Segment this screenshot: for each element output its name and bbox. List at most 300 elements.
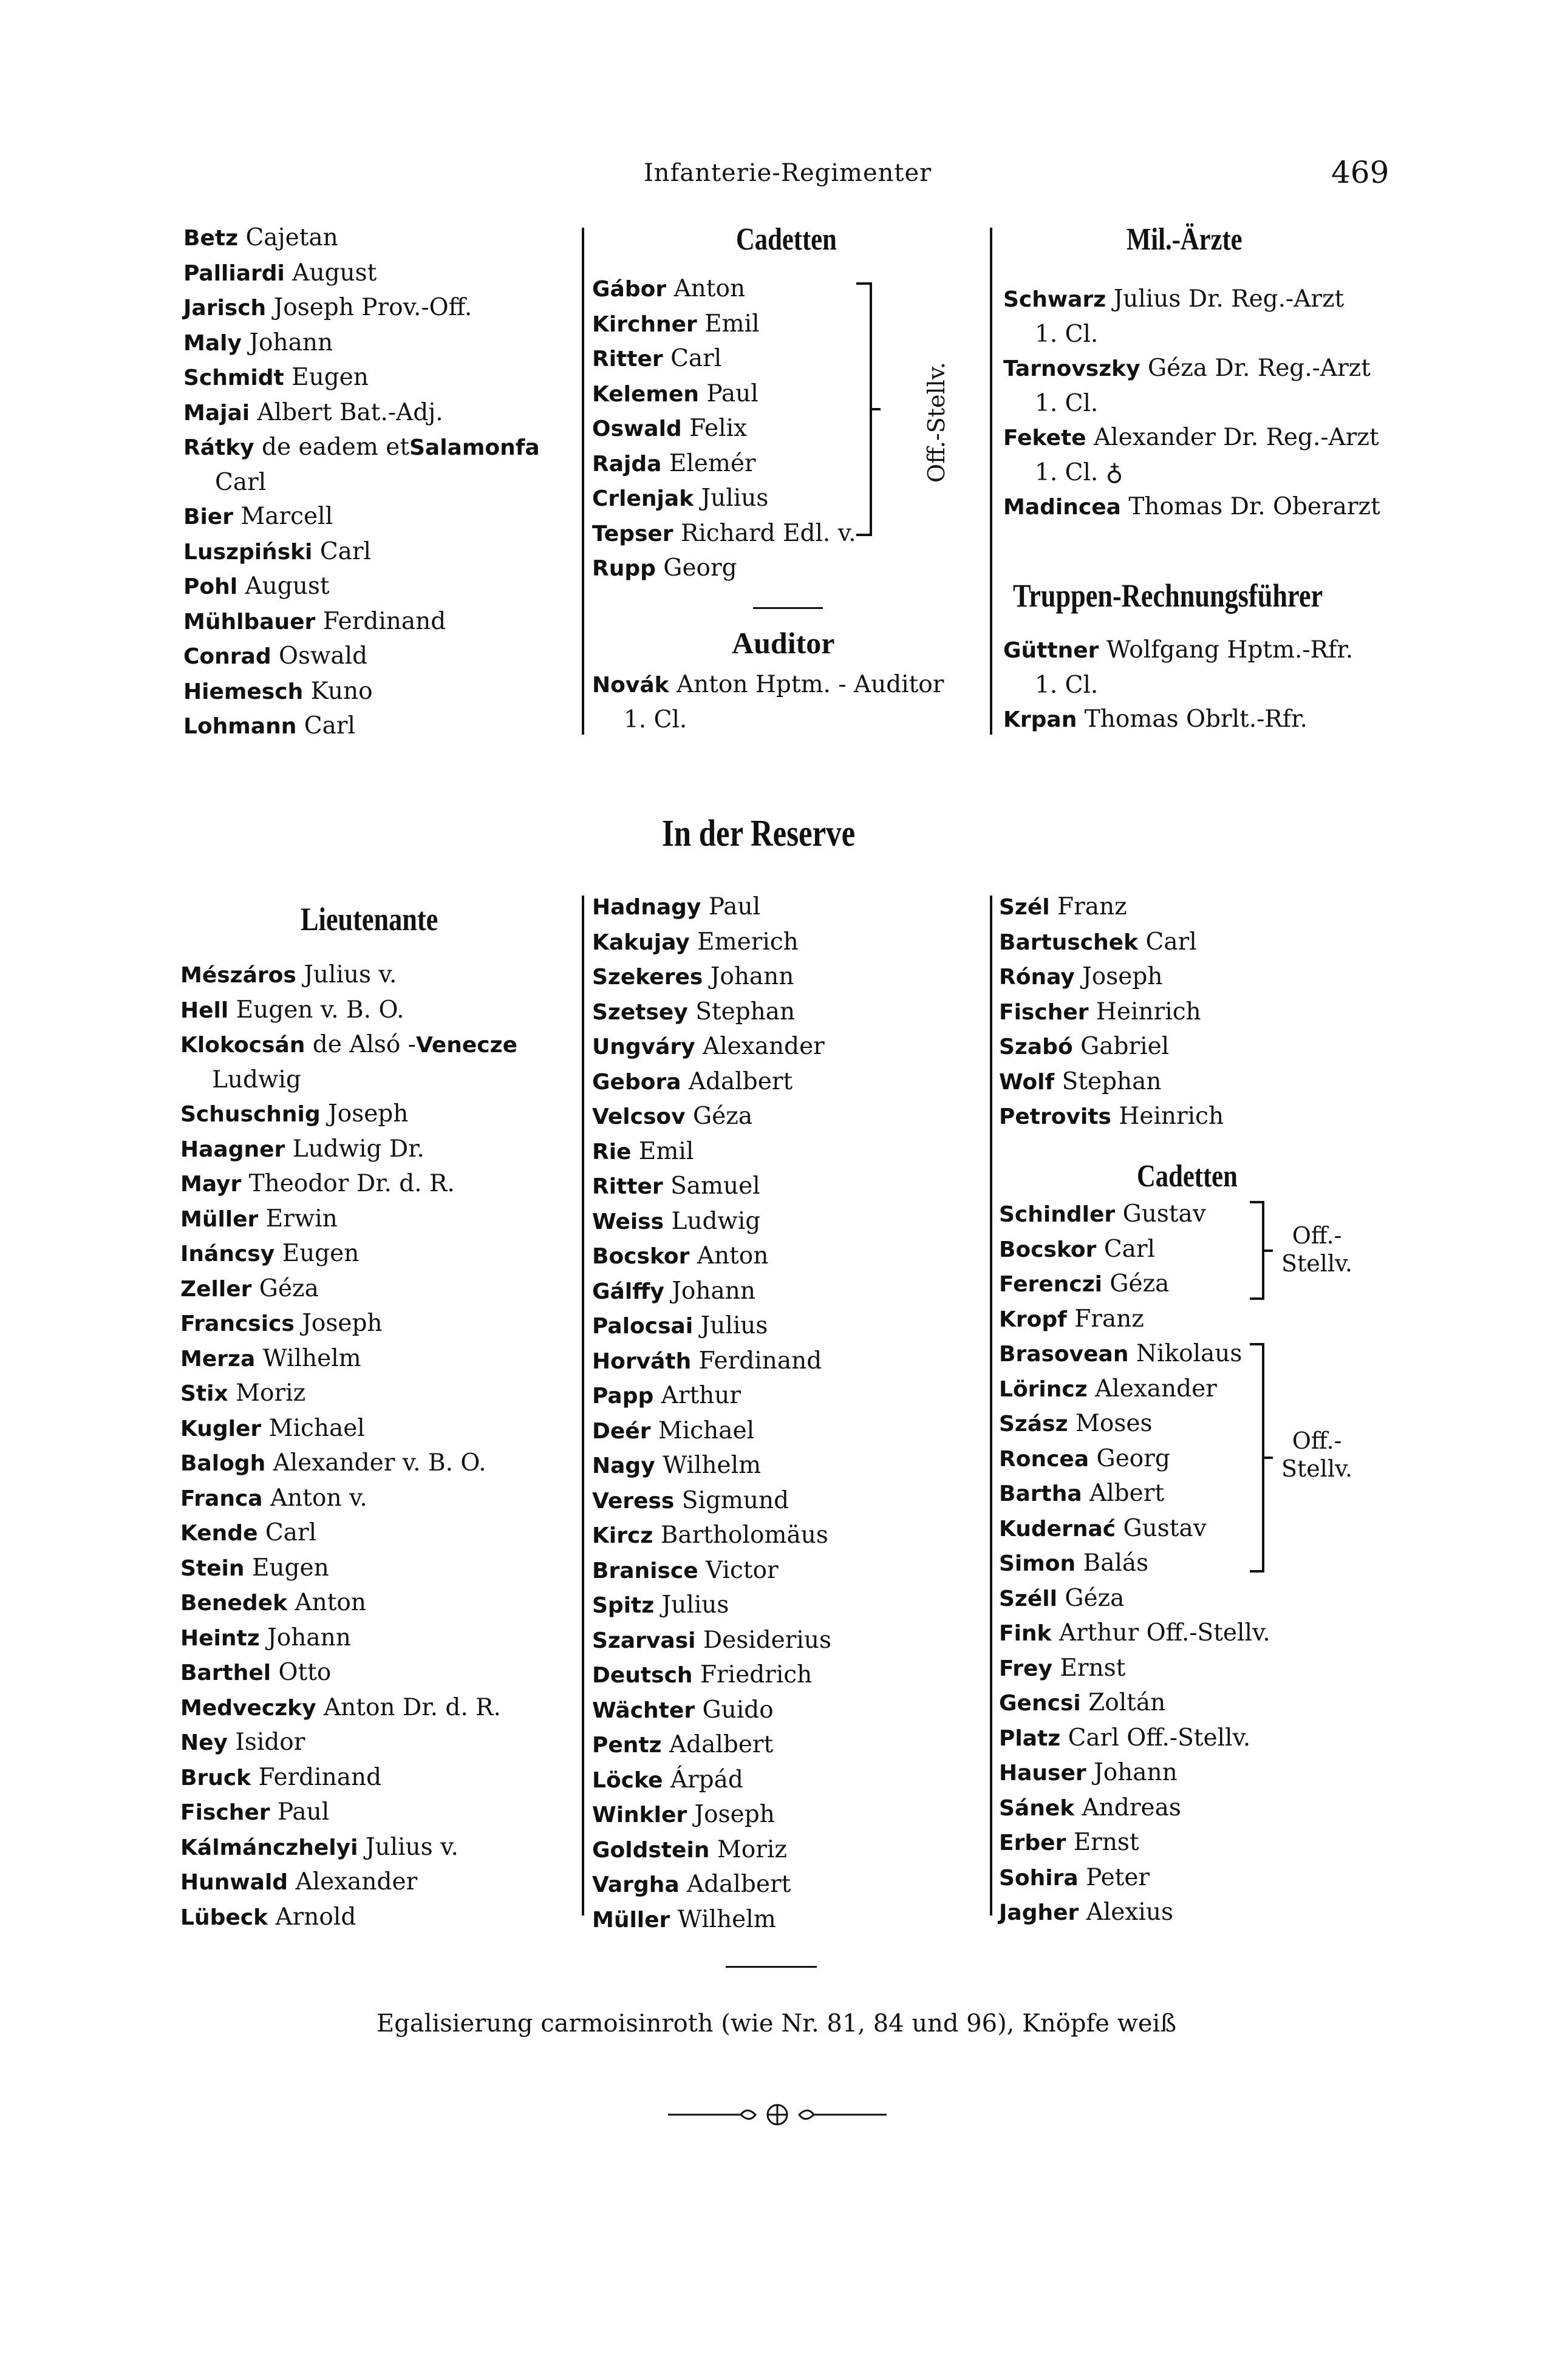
- surname: Bocskor: [999, 1237, 1097, 1262]
- given-name: Wolfgang Hptm.-Rfr.: [1106, 636, 1354, 664]
- surname: Rajda: [592, 451, 662, 477]
- surname: Szabó: [999, 1035, 1073, 1059]
- given-name: Anton: [673, 275, 746, 302]
- list-entry: [999, 1512, 1270, 1547]
- list-entry: [999, 1030, 1224, 1065]
- list-entry: [592, 1239, 831, 1274]
- list-entry: [1003, 702, 1353, 738]
- surname: Conrad: [183, 644, 271, 669]
- given-name: Carl: [1103, 1235, 1156, 1263]
- list-entry: [180, 1167, 517, 1202]
- list-entry: [1003, 387, 1380, 421]
- cadetten-list: [592, 272, 856, 586]
- given-name: Anton Dr. d. R.: [324, 1693, 501, 1721]
- surname: Kelemen: [592, 381, 699, 407]
- surname: Schindler: [999, 1202, 1116, 1227]
- surname: Mészáros: [180, 963, 296, 988]
- list-entry: [183, 639, 540, 675]
- footer-rule: [726, 1966, 817, 1968]
- given-name: Johann: [267, 1623, 351, 1651]
- surname: Franca: [180, 1486, 263, 1511]
- given-name: Victor: [706, 1556, 779, 1584]
- given-name: Julius: [700, 1312, 768, 1339]
- surname: Schmidt: [183, 365, 284, 390]
- surname: Bartha: [999, 1481, 1082, 1506]
- list-entry: [183, 570, 540, 605]
- list-entry: [180, 1063, 517, 1098]
- list-entry: [592, 1868, 831, 1903]
- given-name: Georg: [1096, 1444, 1170, 1472]
- list-entry: [592, 1100, 831, 1135]
- given-name: Alexander: [703, 1033, 825, 1060]
- given-name: Thomas Obrlt.-Rfr.: [1084, 706, 1307, 733]
- surname: Bocskor: [592, 1244, 690, 1269]
- list-entry: [1003, 282, 1380, 318]
- given-name: Emil: [638, 1137, 694, 1165]
- surname: Kircz: [592, 1523, 653, 1548]
- list-entry: [592, 1379, 831, 1414]
- surname: Ináncsy: [180, 1242, 275, 1266]
- surname: Heintz: [180, 1625, 260, 1651]
- list-entry: [1003, 633, 1353, 668]
- given-name: Géza: [1110, 1270, 1170, 1297]
- surname: Crlenjak: [592, 486, 694, 511]
- given-name: Carl: [215, 468, 267, 496]
- given-name: Joseph: [328, 1100, 409, 1127]
- given-name: Cajetan: [245, 224, 338, 251]
- given-name: Joseph Prov.-Off.: [273, 294, 472, 321]
- surname: Sánek: [999, 1795, 1075, 1821]
- surname: Gencsi: [999, 1691, 1081, 1716]
- given-name: Heinrich: [1119, 1103, 1224, 1130]
- surname: Fischer: [999, 999, 1089, 1025]
- list-entry: [592, 342, 856, 377]
- list-entry: [180, 1586, 517, 1621]
- surname: Rátky: [183, 435, 254, 460]
- given-name: Paul: [708, 893, 761, 920]
- list-entry: [1003, 668, 1353, 703]
- given-name: Guido: [702, 1696, 774, 1724]
- given-name: Eugen: [291, 364, 369, 391]
- list-entry: [999, 1895, 1270, 1931]
- surname: Hiemesch: [183, 679, 304, 704]
- given-name: Johann: [710, 963, 794, 990]
- given-name: Alexander Dr. Reg.-Arzt: [1093, 424, 1379, 451]
- surname: Schwarz: [1003, 287, 1106, 312]
- surname: Haagner: [180, 1137, 285, 1162]
- surname: Deér: [592, 1418, 651, 1444]
- list-entry: [180, 1551, 517, 1586]
- surname: Majai: [183, 400, 250, 426]
- list-entry: [999, 1100, 1224, 1135]
- brace-2-label-a: Off.-: [1292, 1427, 1342, 1454]
- top-left-list: [183, 221, 540, 744]
- surname: Kálmánczhelyi: [180, 1835, 358, 1860]
- given-name: Ludwig: [212, 1066, 301, 1093]
- list-entry: [999, 1442, 1270, 1477]
- lieutenante-heading: Lieutenante: [301, 901, 438, 937]
- list-entry: [999, 1616, 1270, 1651]
- list-entry: [592, 1658, 831, 1693]
- list-entry: [183, 466, 540, 500]
- list-entry: [183, 500, 540, 535]
- surname: Szarvasi: [592, 1628, 696, 1653]
- given-name: 1. Cl.: [1035, 389, 1099, 417]
- given-name: Bartholomäus: [660, 1521, 828, 1549]
- surname: Lohmann: [183, 714, 297, 739]
- given-name: Eugen: [282, 1240, 360, 1267]
- given-name: Moriz: [236, 1379, 306, 1407]
- list-entry: [999, 1337, 1270, 1372]
- list-entry: [183, 256, 540, 291]
- given-name: 1. Cl. ♁: [1035, 458, 1123, 486]
- list-entry: [592, 1484, 831, 1519]
- page-number: 469: [1331, 155, 1389, 190]
- surname: Winkler: [592, 1803, 687, 1827]
- surname: Zeller: [180, 1276, 252, 1302]
- surname: Tepser: [592, 521, 673, 546]
- given-name: Erwin: [265, 1205, 338, 1232]
- given-name: Paul: [277, 1798, 330, 1826]
- brace-1-label-b: Stellv.: [1281, 1250, 1353, 1277]
- list-entry: [592, 1518, 831, 1554]
- surname: Rupp: [592, 556, 656, 581]
- list-entry: [999, 1477, 1270, 1512]
- surname: Fischer: [180, 1800, 270, 1825]
- surname: Deutsch: [592, 1663, 693, 1688]
- list-entry: [592, 995, 831, 1030]
- surname: Spitz: [592, 1593, 655, 1618]
- given-name: Elemér: [669, 449, 756, 477]
- column-divider: [990, 896, 992, 1916]
- given-name: Andreas: [1082, 1793, 1181, 1821]
- given-name: Nikolaus: [1136, 1340, 1243, 1367]
- list-entry: [592, 1903, 831, 1938]
- list-entry: [592, 1623, 831, 1659]
- list-entry: [592, 960, 831, 995]
- surname: Luszpiński: [183, 539, 313, 565]
- given-name: Anton: [295, 1589, 366, 1616]
- surname: Madincea: [1003, 495, 1121, 520]
- given-name: Julius v.: [365, 1833, 458, 1861]
- list-entry: [592, 447, 856, 482]
- given-name: Árpád: [670, 1766, 743, 1793]
- surname: Jagher: [999, 1900, 1079, 1925]
- given-name: Ferdinand: [258, 1763, 382, 1791]
- surname: Benedek: [180, 1591, 288, 1616]
- list-entry: [180, 1691, 517, 1726]
- list-entry: [180, 1202, 517, 1237]
- list-entry: [180, 1831, 517, 1866]
- list-entry: [183, 361, 540, 396]
- list-entry: [1003, 421, 1380, 456]
- surname: Tarnovszky: [1003, 356, 1140, 381]
- list-entry: [999, 1791, 1270, 1826]
- given-name: Franz: [1074, 1305, 1144, 1333]
- list-entry: [592, 307, 856, 342]
- surname: Ney: [180, 1730, 228, 1755]
- surname: Petrovits: [999, 1104, 1111, 1129]
- given-name: Carl: [319, 537, 372, 565]
- list-entry: [999, 1546, 1270, 1582]
- surname: Bier: [183, 505, 233, 529]
- surname: Gábor: [592, 277, 667, 302]
- given-name: Anton v.: [270, 1484, 367, 1512]
- given-name: Balás: [1083, 1549, 1149, 1577]
- given-name: Carl: [670, 345, 722, 372]
- list-entry: [999, 995, 1224, 1030]
- list-entry: [183, 535, 540, 570]
- list-entry: [592, 1693, 831, 1729]
- surname: Weiss: [592, 1209, 664, 1234]
- list-entry: [592, 1344, 831, 1379]
- list-entry: [180, 1795, 517, 1831]
- given-name: Carl Off.-Stellv.: [1068, 1724, 1251, 1752]
- given-name: Johann: [249, 328, 333, 356]
- surname: Francsics: [180, 1311, 295, 1336]
- list-entry: [592, 551, 856, 586]
- list-entry: [183, 326, 540, 361]
- surname: Szász: [999, 1412, 1068, 1436]
- surname: Kropf: [999, 1307, 1067, 1332]
- surname: Szél: [999, 895, 1050, 920]
- given-name: Adalbert: [687, 1871, 791, 1898]
- list-entry: [999, 1302, 1270, 1338]
- surname: Betz: [183, 226, 239, 251]
- list-entry: [999, 1721, 1270, 1756]
- surname: Fekete: [1003, 426, 1086, 450]
- surname: Goldstein: [592, 1837, 710, 1863]
- list-entry: [180, 1761, 517, 1796]
- surname: Platz: [999, 1725, 1061, 1751]
- surname: Barthel: [180, 1661, 271, 1685]
- list-entry: [592, 1414, 831, 1449]
- list-entry: [183, 291, 540, 326]
- surname: Hadnagy: [592, 895, 701, 920]
- list-entry: [180, 1272, 517, 1307]
- cadetten-brace: [856, 282, 872, 536]
- surname: Széll: [999, 1586, 1057, 1611]
- given-name: Alexius: [1086, 1899, 1173, 1926]
- list-entry: [999, 1756, 1270, 1791]
- given-name: Gustav: [1122, 1200, 1206, 1228]
- given-name: Adalbert: [688, 1067, 793, 1095]
- given-name: Joseph: [694, 1801, 775, 1828]
- given-name: 1. Cl.: [1035, 671, 1099, 699]
- list-entry: [999, 1861, 1270, 1896]
- surname: Vargha: [592, 1872, 680, 1897]
- surname: Lübeck: [180, 1905, 268, 1930]
- surname: Mayr: [180, 1172, 242, 1197]
- given-name: Adalbert: [669, 1731, 774, 1758]
- footnote: Egalisierung carmoisinroth (wie Nr. 81, 84 und 96), Knöpfe weiß: [377, 2010, 1177, 2038]
- list-entry: [183, 221, 540, 256]
- surname: Szekeres: [592, 965, 703, 990]
- list-entry: [592, 1763, 831, 1798]
- list-entry: [180, 1237, 517, 1272]
- reserve-cadetten-heading: Cadetten: [1137, 1159, 1238, 1194]
- surname: Jarisch: [183, 296, 267, 321]
- given-name: Anton Hptm. - Auditor: [676, 671, 944, 698]
- given-name: Felix: [689, 415, 748, 442]
- given-name: Albert: [1089, 1480, 1165, 1507]
- list-entry: [180, 1865, 517, 1900]
- surname: Kugler: [180, 1416, 262, 1441]
- given-name: Ferdinand: [322, 607, 446, 635]
- list-entry: [180, 1097, 517, 1132]
- given-name: Joseph: [302, 1310, 383, 1337]
- surname: Frey: [999, 1656, 1052, 1681]
- surname: Krpan: [1003, 707, 1077, 732]
- list-entry: [999, 1582, 1270, 1617]
- column-divider: [582, 896, 584, 1916]
- given-name: Stephan: [695, 998, 796, 1025]
- given-name: Géza Dr. Reg.-Arzt: [1148, 355, 1371, 382]
- given-name: Peter: [1086, 1863, 1150, 1891]
- given-name: August: [245, 573, 330, 600]
- list-entry: [180, 1656, 517, 1691]
- surname: Kende: [180, 1521, 258, 1546]
- given-name: Wilhelm: [262, 1344, 361, 1372]
- surname: Gebora: [592, 1069, 681, 1095]
- surname: Bruck: [180, 1765, 251, 1790]
- aerzte-list: [1003, 282, 1380, 525]
- list-entry: [999, 1826, 1270, 1861]
- given-name: Ernst: [1073, 1829, 1139, 1856]
- given-name: Marcell: [240, 503, 333, 530]
- column-divider: [990, 228, 992, 735]
- list-entry: [592, 412, 856, 447]
- surname: Medveczky: [180, 1695, 316, 1721]
- given-name: Anton: [697, 1242, 769, 1270]
- surname: Veress: [592, 1488, 675, 1514]
- given-name: August: [292, 259, 377, 287]
- given-name: Johann: [672, 1277, 755, 1305]
- surname: Wolf: [999, 1069, 1055, 1095]
- list-entry: [1003, 352, 1380, 387]
- list-entry: [180, 1132, 517, 1168]
- surname: Novák: [592, 673, 669, 698]
- surname: Velcsov: [592, 1104, 686, 1129]
- brace-1: [1250, 1201, 1264, 1300]
- surname: Bartuschek: [999, 930, 1139, 955]
- list-entry: [592, 703, 944, 738]
- column-divider: [582, 228, 584, 735]
- surname: Nagy: [592, 1453, 655, 1478]
- list-entry: [592, 1274, 831, 1310]
- list-entry: [592, 1135, 831, 1170]
- brace-1-label-a: Off.-: [1292, 1222, 1342, 1249]
- surname: Oswald: [592, 416, 682, 441]
- given-name: Desiderius: [703, 1626, 832, 1654]
- given-name: Sigmund: [681, 1486, 789, 1514]
- given-name: Géza: [1065, 1584, 1125, 1612]
- list-entry: [592, 1728, 831, 1763]
- list-entry: [999, 1197, 1270, 1232]
- surname: Fink: [999, 1621, 1052, 1646]
- given-name: Zoltán: [1088, 1689, 1166, 1716]
- list-entry: [592, 1833, 831, 1868]
- given-name: Paul: [706, 379, 758, 407]
- given-name: Johann: [1094, 1759, 1178, 1786]
- surname: Kirchner: [592, 311, 697, 337]
- list-entry: [180, 1028, 517, 1063]
- given-name: Joseph: [1082, 963, 1163, 990]
- list-entry: [592, 668, 944, 703]
- list-entry: [180, 1376, 517, 1412]
- list-entry: [592, 481, 856, 517]
- brace-2-label-b: Stellv.: [1281, 1455, 1353, 1482]
- given-name: Carl: [1145, 928, 1197, 956]
- reserve-right-top-list: [999, 890, 1224, 1135]
- list-entry: [592, 890, 831, 925]
- surname: Ferenczi: [999, 1272, 1102, 1297]
- given-name: Heinrich: [1096, 998, 1201, 1025]
- list-entry: [999, 1407, 1270, 1442]
- given-name: Ernst: [1060, 1654, 1126, 1682]
- list-entry: [592, 517, 856, 552]
- given-name: Ludwig Dr.: [292, 1135, 424, 1163]
- given-name: Eugen v. B. O.: [236, 996, 404, 1024]
- reserve-left-list: [180, 958, 517, 1935]
- list-entry: [592, 1065, 831, 1100]
- given-name: Arnold: [275, 1903, 356, 1931]
- list-entry: [592, 1798, 831, 1833]
- given-name: Géza: [693, 1103, 753, 1130]
- given-name: Otto: [278, 1659, 332, 1686]
- surname: Mühlbauer: [183, 609, 316, 634]
- surname: Stix: [180, 1381, 228, 1406]
- given-name: 1. Cl.: [624, 706, 687, 733]
- list-entry: [180, 1446, 517, 1481]
- surname: Gálffy: [592, 1279, 664, 1304]
- rf-heading: Truppen-Rechnungsführer: [1013, 577, 1323, 614]
- surname: Erber: [999, 1831, 1066, 1855]
- surname: Branisce: [592, 1558, 698, 1583]
- given-name: Carl: [265, 1519, 317, 1546]
- surname: Hunwald: [180, 1870, 288, 1895]
- given-name: Alexander: [295, 1868, 418, 1895]
- list-entry: [180, 1725, 517, 1761]
- surname: Merza: [180, 1346, 256, 1372]
- list-entry: [1003, 318, 1380, 352]
- given-name: Carl: [304, 712, 355, 739]
- list-entry: [999, 925, 1224, 960]
- surname: Papp: [592, 1384, 654, 1409]
- given-name: Emerich: [697, 928, 799, 956]
- surname: Horváth: [592, 1348, 692, 1374]
- list-entry: [999, 960, 1224, 995]
- list-entry: [592, 1309, 831, 1344]
- surname: Lörincz: [999, 1376, 1088, 1402]
- given-name: Gustav: [1123, 1514, 1207, 1542]
- surname: Sohira: [999, 1865, 1079, 1891]
- list-entry: [592, 1588, 831, 1623]
- list-entry: [180, 1481, 517, 1517]
- surname: Schuschnig: [180, 1102, 321, 1127]
- list-entry: [180, 1412, 517, 1447]
- given-name: Oswald: [279, 642, 368, 670]
- surname: Balogh: [180, 1451, 266, 1476]
- list-entry: [180, 993, 517, 1028]
- list-entry: [592, 1030, 831, 1065]
- surname: Rónay: [999, 965, 1075, 990]
- running-header: Infanterie-Regimenter: [644, 159, 932, 187]
- given-name: Albert Bat.-Adj.: [257, 398, 443, 426]
- given-name: Ludwig: [671, 1207, 761, 1235]
- given-name: Alexander v. B. O.: [273, 1449, 486, 1477]
- surname: Pentz: [592, 1733, 662, 1758]
